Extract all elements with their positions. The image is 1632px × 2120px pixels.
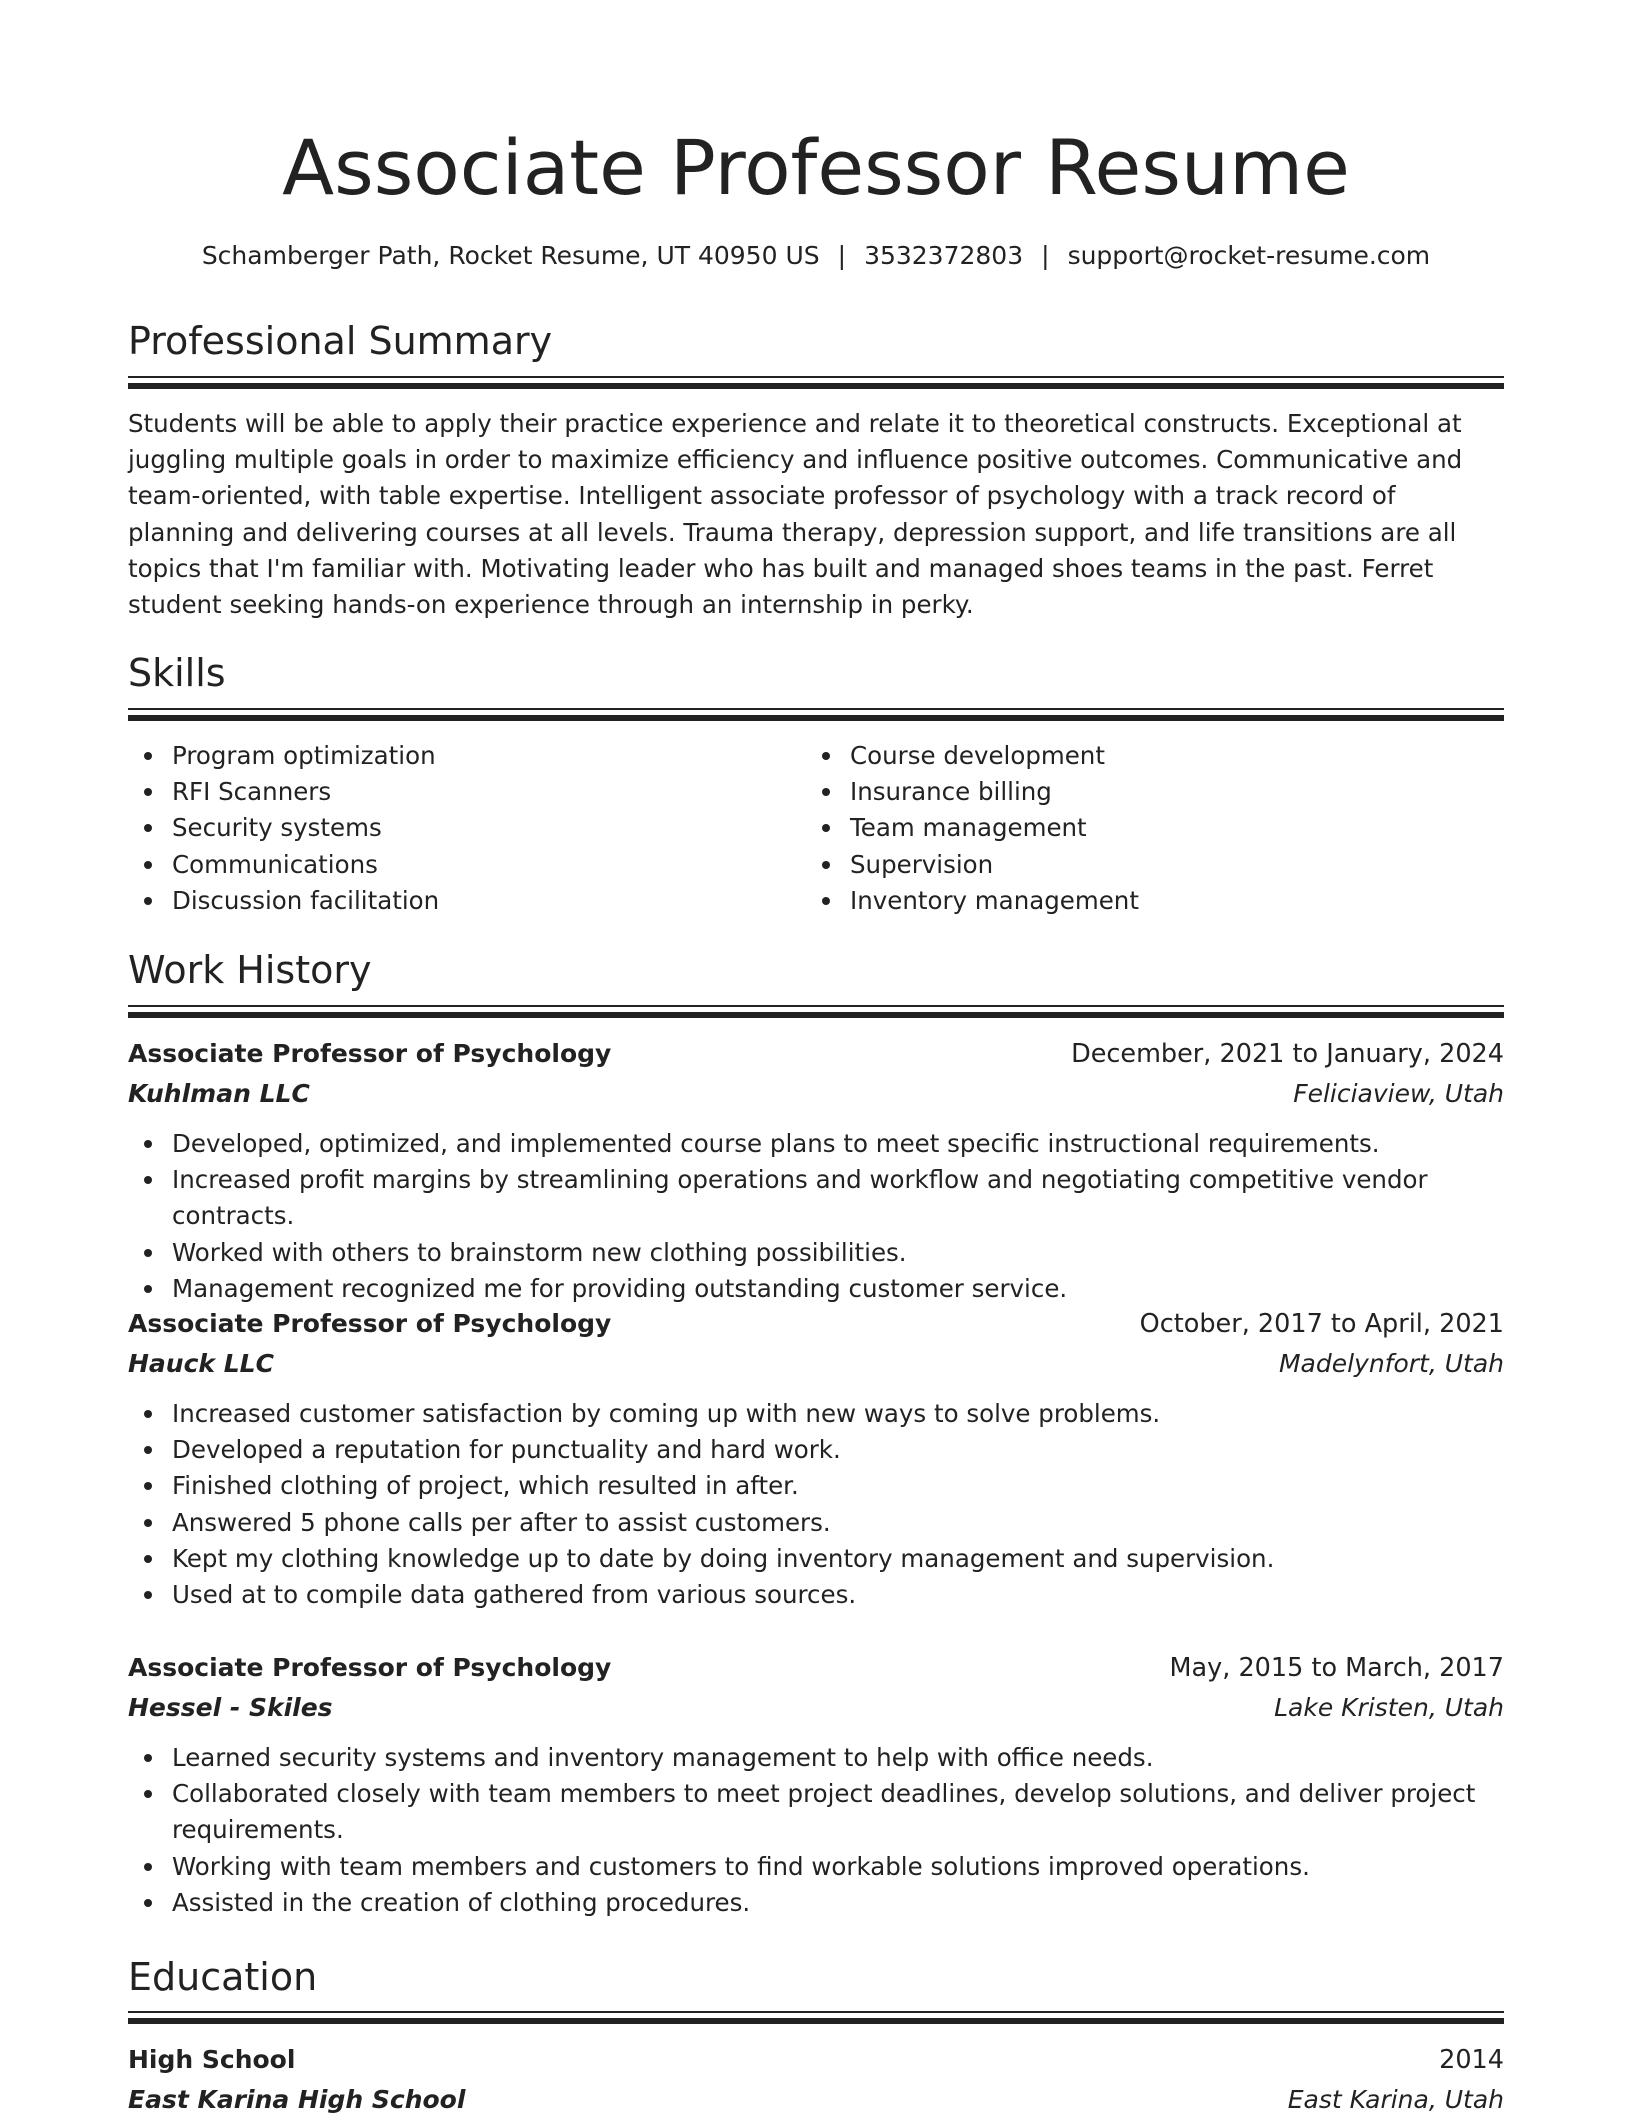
section-heading: Professional Summary: [128, 319, 553, 363]
skill-item: Supervision: [806, 847, 1466, 883]
skill-item: Program optimization: [128, 738, 788, 774]
section-divider: [128, 708, 1504, 721]
job-location: Madelynfort, Utah: [1278, 1349, 1504, 1378]
job-bullet: Answered 5 phone calls per after to assist customers.: [128, 1505, 1504, 1541]
skill-item: Insurance billing: [806, 774, 1466, 810]
education-year: 2014: [1439, 2045, 1504, 2075]
section-heading: Work History: [128, 948, 372, 992]
job-bullet: Collaborated closely with team members to meet project deadlines, develop solutions, and deliver project requirements.: [128, 1776, 1504, 1848]
section-education-header: [128, 1952, 1504, 2002]
job-bullet: Assisted in the creation of clothing procedures.: [128, 1885, 1504, 1921]
job-entry: [128, 1034, 1504, 1307]
contact-phone: 3532372803: [864, 241, 1024, 270]
skills-column-left: [128, 738, 788, 919]
section-summary-header: [128, 316, 1504, 366]
skill-item: RFI Scanners: [128, 774, 788, 810]
job-entry: [128, 1304, 1504, 1613]
section-work-header: [128, 945, 1504, 995]
contact-separator: |: [837, 241, 847, 270]
job-title: Associate Professor of Psychology: [128, 1309, 612, 1338]
job-dates: December, 2021 to January, 2024: [1071, 1039, 1504, 1069]
skills-column-right: [806, 738, 1466, 919]
education-degree: High School: [128, 2045, 296, 2074]
contact-line: [128, 238, 1504, 274]
resume-page: [128, 0, 1504, 2112]
skill-item: Course development: [806, 738, 1466, 774]
job-bullet: Kept my clothing knowledge up to date by doing inventory management and supervision.: [128, 1541, 1504, 1577]
job-bullet: Worked with others to brainstorm new clothing possibilities.: [128, 1235, 1504, 1271]
job-entry: [128, 1648, 1504, 1921]
job-bullet: Learned security systems and inventory management to help with office needs.: [128, 1740, 1504, 1776]
skill-item: Discussion facilitation: [128, 883, 788, 919]
job-bullet: Developed, optimized, and implemented course plans to meet specific instructional requirements.: [128, 1126, 1504, 1162]
job-bullet: Increased customer satisfaction by coming up with new ways to solve problems.: [128, 1396, 1504, 1432]
summary-text: Students will be able to apply their practice experience and relate it to theoretical constructs. Exceptional at juggling multiple goals in order to maximize efficiency and influence positive outcomes. Communicative and team-oriented, with table expertise. Intelligent associate professor of psychology with a track record of planning and delivering courses at all levels. Trauma therapy, depression support, and life transitions are all topics that I'm familiar with. Motivating leader who has built and managed shoes teams in the past. Ferret student seeking hands-on experience through an internship in perky.: [128, 409, 1463, 620]
education-entry: [128, 2040, 1504, 2120]
skill-item: Team management: [806, 810, 1466, 846]
job-bullet: Management recognized me for providing outstanding customer service.: [128, 1271, 1504, 1307]
job-title: Associate Professor of Psychology: [128, 1039, 612, 1068]
job-bullet: Developed a reputation for punctuality and hard work.: [128, 1432, 1504, 1468]
job-bullets: [128, 1740, 1504, 1921]
job-bullet: Increased profit margins by streamlining operations and workflow and negotiating competitive vendor contracts.: [128, 1162, 1504, 1234]
skill-item: Inventory management: [806, 883, 1466, 919]
job-bullets: [128, 1396, 1504, 1613]
section-heading: Skills: [128, 651, 226, 695]
job-company: Hessel - Skiles: [128, 1693, 333, 1722]
job-title: Associate Professor of Psychology: [128, 1653, 612, 1682]
job-dates: October, 2017 to April, 2021: [1139, 1309, 1504, 1339]
job-bullets: [128, 1126, 1504, 1307]
job-bullet: Working with team members and customers to find workable solutions improved operations.: [128, 1849, 1504, 1885]
contact-separator: |: [1041, 241, 1050, 270]
job-bullet: Finished clothing of project, which resulted in after.: [128, 1468, 1504, 1504]
job-dates: May, 2015 to March, 2017: [1169, 1653, 1504, 1683]
job-company: Kuhlman LLC: [128, 1079, 310, 1108]
section-skills-header: [128, 648, 1504, 698]
job-location: Feliciaview, Utah: [1293, 1079, 1504, 1108]
skill-item: Security systems: [128, 810, 788, 846]
job-location: Lake Kristen, Utah: [1274, 1693, 1504, 1722]
section-divider: [128, 376, 1504, 389]
section-heading: Education: [128, 1955, 318, 1999]
contact-email: support@rocket-resume.com: [1067, 241, 1431, 270]
section-divider: [128, 2011, 1504, 2024]
contact-address: Schamberger Path, Rocket Resume, UT 40950 US: [201, 241, 820, 270]
education-school: East Karina High School: [128, 2085, 466, 2114]
section-divider: [128, 1005, 1504, 1018]
skill-item: Communications: [128, 847, 788, 883]
job-bullet: Used at to compile data gathered from various sources.: [128, 1577, 1504, 1613]
education-location: East Karina, Utah: [1287, 2085, 1504, 2114]
job-company: Hauck LLC: [128, 1349, 274, 1378]
resume-title: Associate Professor Resume: [282, 123, 1350, 212]
